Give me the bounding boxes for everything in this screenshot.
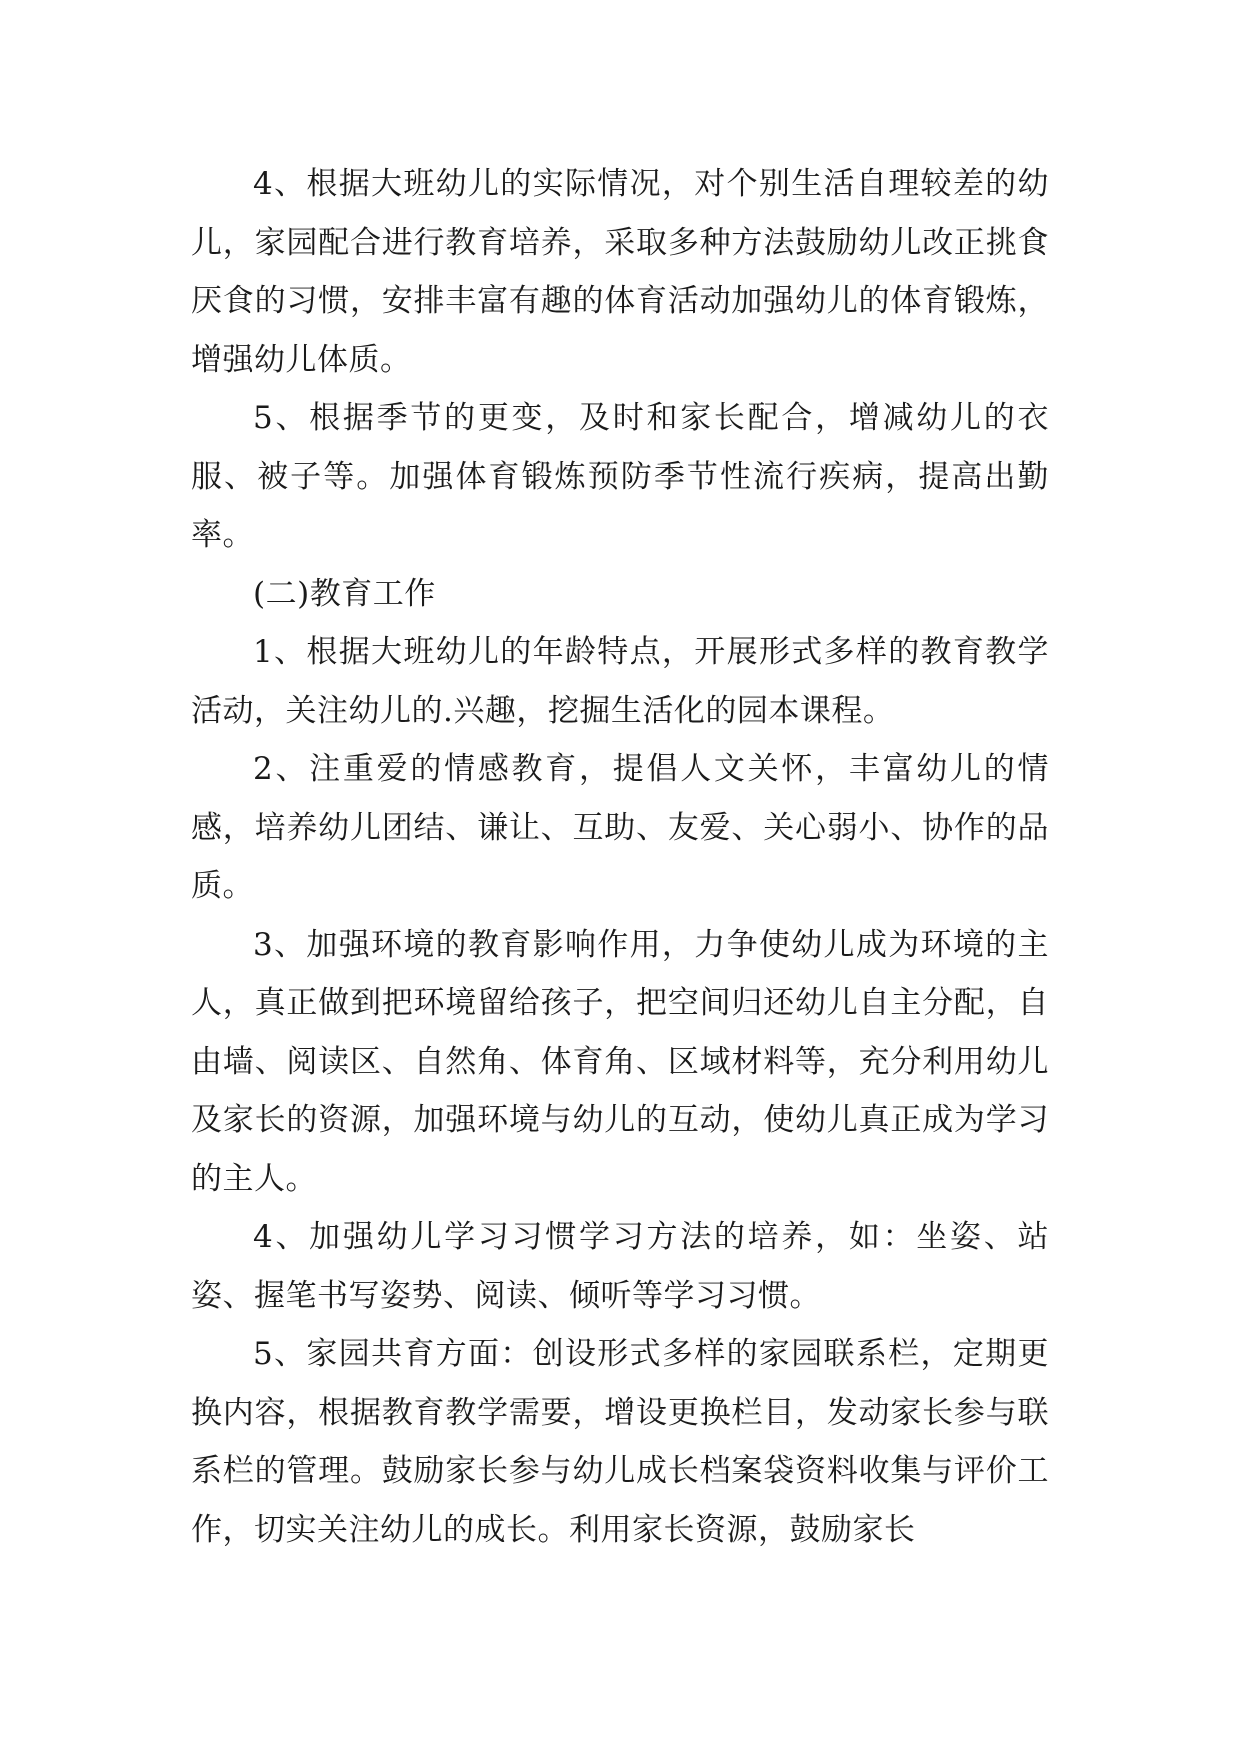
section-heading-education: (二)教育工作	[253, 575, 436, 612]
paragraph-education-2: 2、注重爱的情感教育，提倡人文关怀，丰富幼儿的情感，培养幼儿团结、谦让、互助、友爱、关心弱小、协作的品质。	[191, 751, 1049, 904]
paragraph-health-5: 5、根据季节的更变，及时和家长配合，增减幼儿的衣服、被子等。加强体育锻炼预防季节性流行疾病，提高出勤率。	[191, 400, 1049, 553]
paragraph-education-3: 3、加强环境的教育影响作用，力争使幼儿成为环境的主人，真正做到把环境留给孩子，把空间归还幼儿自主分配，自由墙、阅读区、自然角、体育角、区域材料等，充分利用幼儿及家长的资源，加强环境与幼儿的互动，使幼儿真正成为学习的主人。	[191, 926, 1049, 1197]
paragraph-education-4: 4、加强幼儿学习习惯学习方法的培养，如：坐姿、站姿、握笔书写姿势、阅读、倾听等学习习惯。	[191, 1219, 1049, 1314]
paragraph-education-5: 5、家园共育方面：创设形式多样的家园联系栏，定期更换内容，根据教育教学需要，增设更换栏目，发动家长参与联系栏的管理。鼓励家长参与幼儿成长档案袋资料收集与评价工作，切实关注幼儿的成长。利用家长资源，鼓励家长	[191, 1336, 1049, 1548]
paragraph-education-1: 1、根据大班幼儿的年龄特点，开展形式多样的教育教学活动，关注幼儿的.兴趣，挖掘生活化的园本课程。	[191, 634, 1049, 729]
paragraph-health-4: 4、根据大班幼儿的实际情况，对个别生活自理较差的幼儿，家园配合进行教育培养，采取多种方法鼓励幼儿改正挑食厌食的习惯，安排丰富有趣的体育活动加强幼儿的体育锻炼，增强幼儿体质。	[191, 166, 1049, 378]
document-body	[191, 155, 1049, 1559]
